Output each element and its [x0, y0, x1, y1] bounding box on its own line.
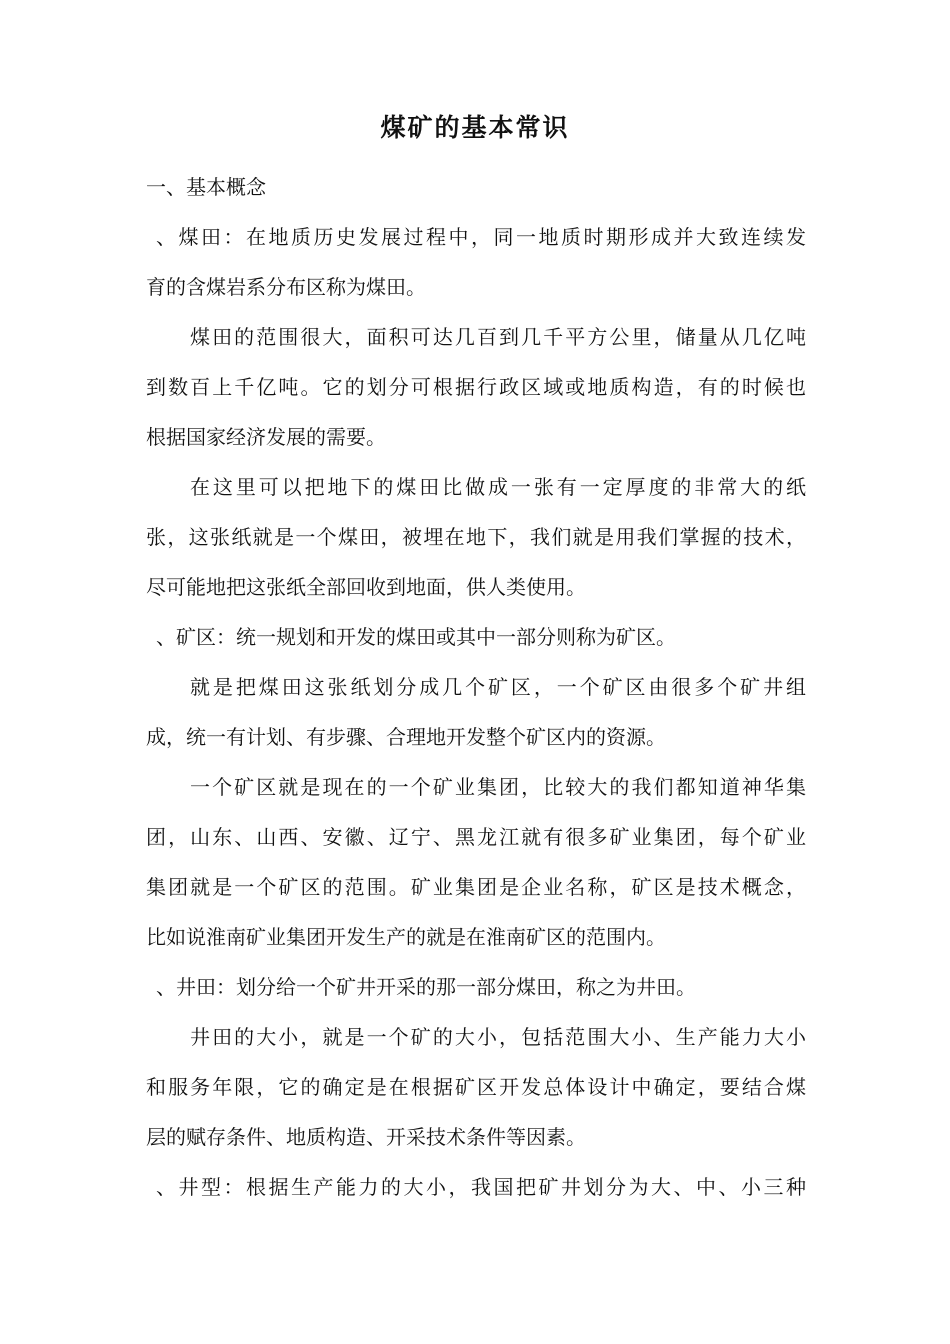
paragraph-line: 比如说淮南矿业集团开发生产的就是在淮南矿区的范围内。 — [146, 925, 666, 949]
paragraph-line: 、矿区：统一规划和开发的煤田或其中一部分则称为矿区。 — [156, 625, 676, 649]
paragraph-line: 和服务年限，它的确定是在根据矿区开发总体设计中确定，要结合煤 — [146, 1075, 806, 1099]
paragraph-line: 张，这张纸就是一个煤田，被埋在地下，我们就是用我们掌握的技术， — [146, 525, 806, 549]
paragraph-line: 根据国家经济发展的需要。 — [146, 425, 386, 449]
document-title: 煤矿的基本常识 — [380, 113, 570, 142]
section-heading: 一、基本概念 — [146, 175, 266, 199]
paragraph-line: 、井型：根据生产能力的大小，我国把矿井划分为大、中、小三种 — [156, 1175, 806, 1199]
paragraph-line: 煤田的范围很大，面积可达几百到几千平方公里，储量从几亿吨 — [190, 325, 806, 349]
paragraph-line: 、煤田：在地质历史发展过程中，同一地质时期形成并大致连续发 — [156, 225, 806, 249]
paragraph-line: 到数百上千亿吨。它的划分可根据行政区域或地质构造，有的时候也 — [146, 375, 806, 399]
paragraph-line: 一个矿区就是现在的一个矿业集团，比较大的我们都知道神华集 — [190, 775, 806, 799]
paragraph-line: 尽可能地把这张纸全部回收到地面，供人类使用。 — [146, 575, 586, 599]
paragraph-line: 团，山东、山西、安徽、辽宁、黑龙江就有很多矿业集团，每个矿业 — [146, 825, 806, 849]
paragraph-line: 就是把煤田这张纸划分成几个矿区，一个矿区由很多个矿井组 — [190, 675, 806, 699]
paragraph-line: 层的赋存条件、地质构造、开采技术条件等因素。 — [146, 1125, 586, 1149]
paragraph-line: 在这里可以把地下的煤田比做成一张有一定厚度的非常大的纸 — [190, 475, 806, 499]
paragraph-line: 井田的大小，就是一个矿的大小，包括范围大小、生产能力大小 — [190, 1025, 806, 1049]
paragraph-line: 、井田：划分给一个矿井开采的那一部分煤田，称之为井田。 — [156, 975, 696, 999]
paragraph-line: 集团就是一个矿区的范围。矿业集团是企业名称，矿区是技术概念， — [146, 875, 806, 899]
paragraph-line: 成，统一有计划、有步骤、合理地开发整个矿区内的资源。 — [146, 725, 666, 749]
paragraph-line: 育的含煤岩系分布区称为煤田。 — [146, 275, 426, 299]
